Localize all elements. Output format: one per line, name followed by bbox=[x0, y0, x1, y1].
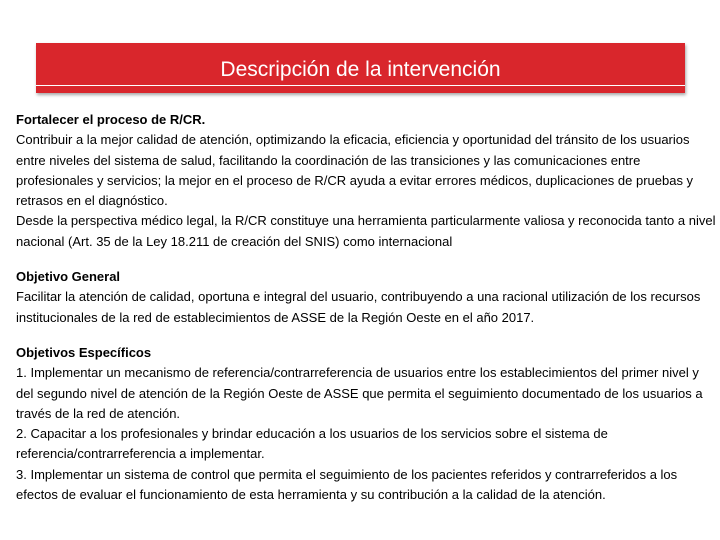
specific-objective-item: 3. Implementar un sistema de control que permita el seguimiento de los pacientes referidos y contrarreferidos a los efectos de evaluar el funcionamiento de esta herramienta y su contribución a la calidad de la atención. bbox=[16, 466, 678, 503]
legal-paragraph: Desde la perspectiva médico legal, la R/CR constituye una herramienta particularmente valiosa y reconocida tanto a nivel nacional (Art. 35 de la Ley 18.211 de creación del SNIS) como internacional bbox=[16, 213, 716, 249]
section-spacer bbox=[16, 252, 716, 267]
specific-objective-item: 2. Capacitar a los profesionales y brindar educación a los usuarios de los servicios sobre el sistema de referencia/contrarreferencia a implementar. bbox=[16, 426, 608, 462]
page-title: Descripción de la intervención bbox=[220, 58, 501, 81]
intro-heading: Fortalecer el proceso de R/CR. bbox=[16, 112, 206, 127]
intro-paragraph: Contribuir a la mejor calidad de atención, optimizando la eficacia, eficiencia y oportunidad del tránsito de los usuarios entre niveles del sistema de salud, facilitando la coordinación de las transiciones y las comunicaciones entre profesionales y servicios; la mejor en el proceso de R/CR ayuda a evitar errores médicos, duplicaciones de pruebas y retrasos en el diagnóstico. bbox=[16, 132, 694, 209]
specific-objective-item: 1. Implementar un mecanismo de referencia/contrarreferencia de usuarios entre los establecimientos del primer nivel y del segundo nivel de atención de la Región Oeste de ASSE que permita el seguimiento documentado de los usuarios a través de la red de atención. bbox=[16, 365, 703, 421]
title-underline bbox=[36, 85, 685, 86]
content-body bbox=[16, 110, 716, 505]
general-objective-text: Facilitar la atención de calidad, oportuna e integral del usuario, contribuyendo a una racional utilización de los recursos institucionales de la red de establecimientos de ASSE de la Región Oeste en el año 2017. bbox=[16, 289, 701, 325]
section-spacer bbox=[16, 328, 716, 343]
specific-objectives-heading: Objetivos Específicos bbox=[16, 344, 152, 360]
general-objective-heading: Objetivo General bbox=[16, 269, 121, 285]
